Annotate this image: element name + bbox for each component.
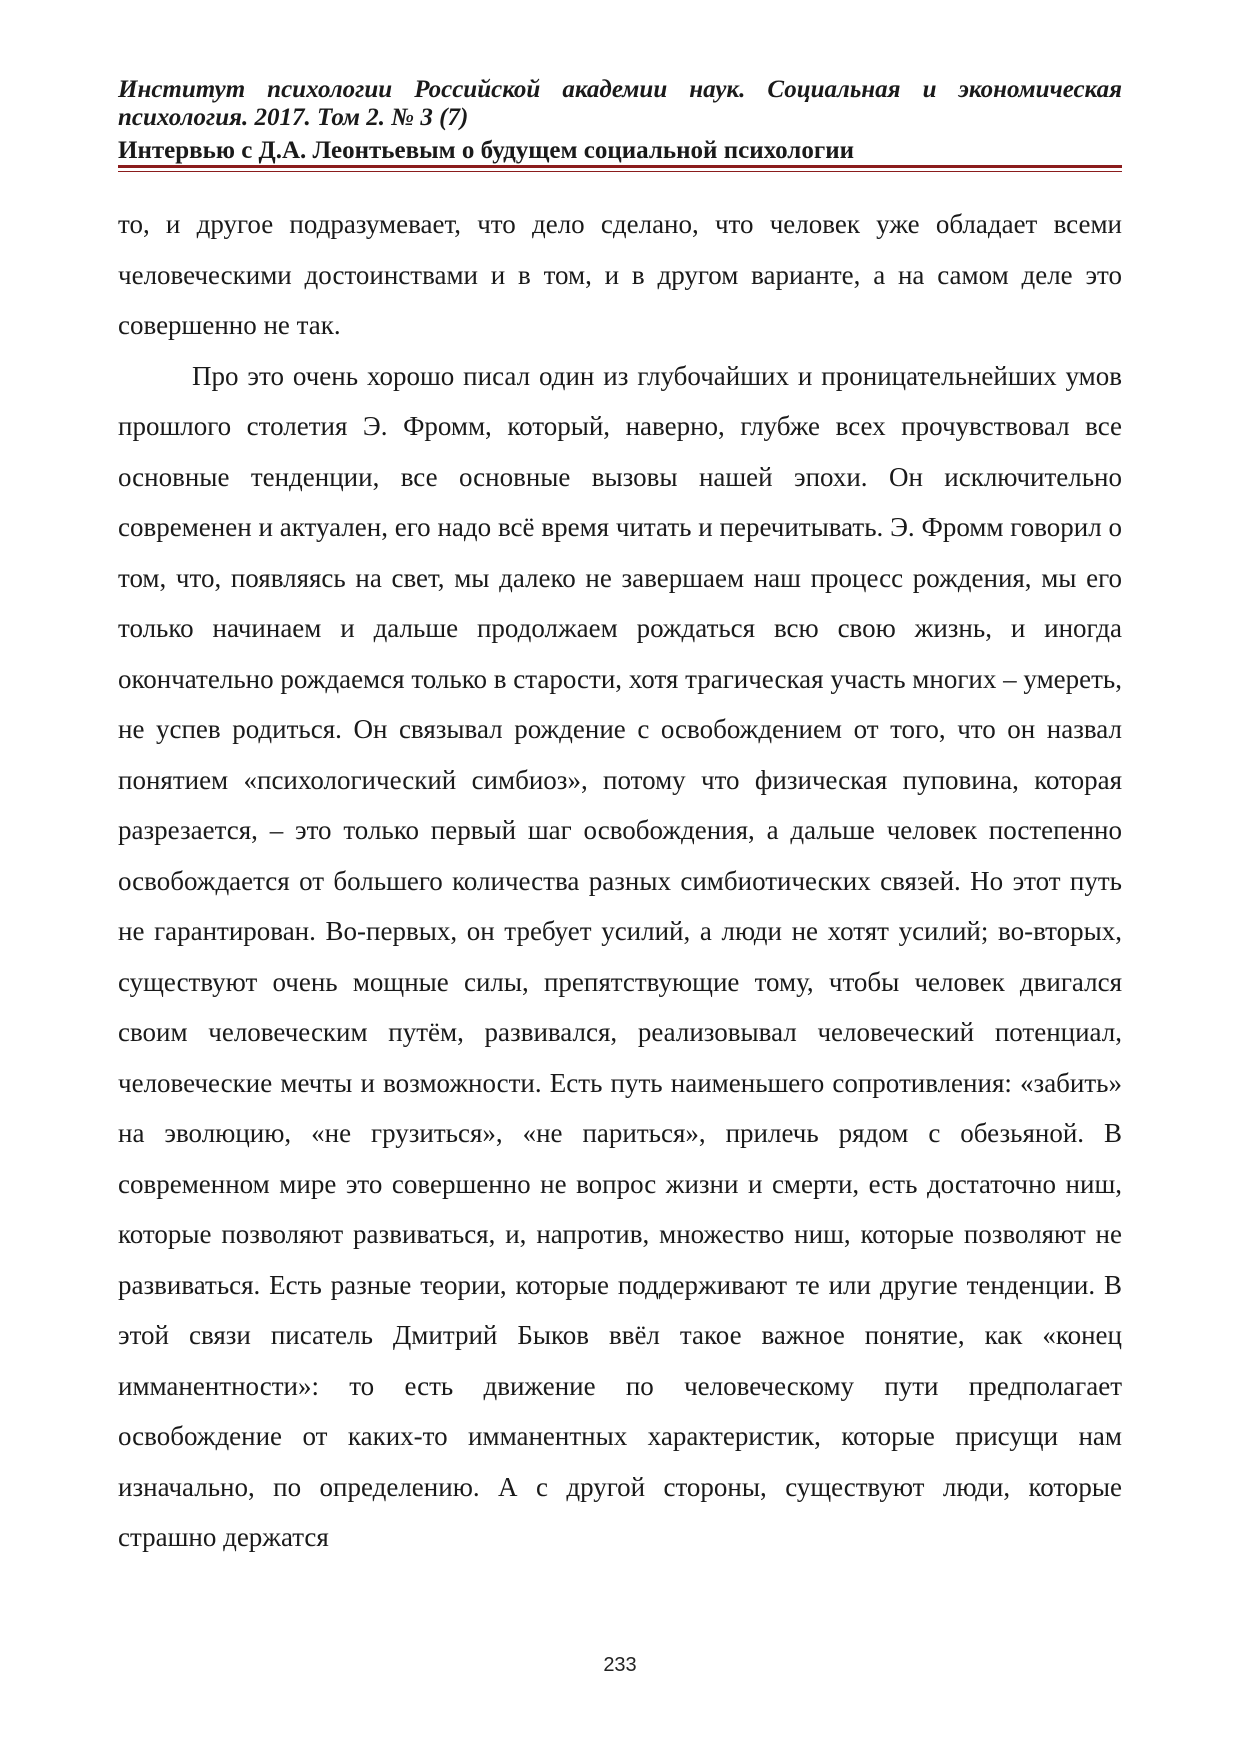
header-rule-thick bbox=[118, 165, 1122, 168]
body-text bbox=[118, 199, 1122, 1563]
paragraph-continued: то, и другое подразумевает, что дело сделано, что человек уже обладает всеми человеческими достоинствами и в том, и в другом варианте, а на самом деле это совершенно не так. bbox=[118, 209, 1122, 340]
journal-citation: Институт психологии Российской академии наук. Социальная и экономическая психология. 2017. Том 2. № 3 (7) bbox=[118, 76, 1122, 131]
article-title: Интервью с Д.А. Леонтьевым о будущем социальной психологии bbox=[118, 137, 854, 164]
page-number: 233 bbox=[603, 1654, 637, 1676]
paragraph: Про это очень хорошо писал один из глубочайших и проницательнейших умов прошлого столетия Э. Фромм, который, наверно, глубже всех прочувствовал все основные тенденции, все основные вызовы нашей эпохи. Он исключительно современен и актуален, его надо всё время читать и перечитывать. Э. Фромм говорил о том, что, появляясь на свет, мы далеко не завершаем наш процесс рождения, мы его только начинаем и дальше продолжаем рождаться всю свою жизнь, и иногда окончательно рождаемся только в старости, хотя трагическая участь многих – умереть, не успев родиться. Он связывал рождение с освобождением от того, что он назвал понятием «психологический симбиоз», потому что физическая пуповина, которая разрезается, – это только первый шаг освобождения, а дальше человек постепенно освобождается от большего количества разных симбиотических связей. Но этот путь не гарантирован. Во-первых, он требует усилий, а люди не хотят усилий; во-вторых, существуют очень мощные силы, препятствующие тому, чтобы человек двигался своим человеческим путём, развивался, реализовывал человеческий потенциал, человеческие мечты и возможности. Есть путь наименьшего сопротивления: «забить» на эволюцию, «не грузиться», «не париться», прилечь рядом с обезьяной. В современном мире это совершенно не вопрос жизни и смерти, есть достаточно ниш, которые позволяют развиваться, и, напротив, множество ниш, которые позволяют не развиваться. Есть разные теории, которые поддерживают те или другие тенденции. В этой связи писатель Дмитрий Быков ввёл такое важное понятие, как «конец имманентности»: то есть движение по человеческому пути предполагает освобождение от каких-то имманентных характеристик, которые присущи нам изначально, по определению. А с другой стороны, существуют люди, которые страшно держатся bbox=[118, 360, 1122, 1552]
header-rule-thin bbox=[118, 171, 1122, 172]
running-header bbox=[118, 76, 1122, 166]
